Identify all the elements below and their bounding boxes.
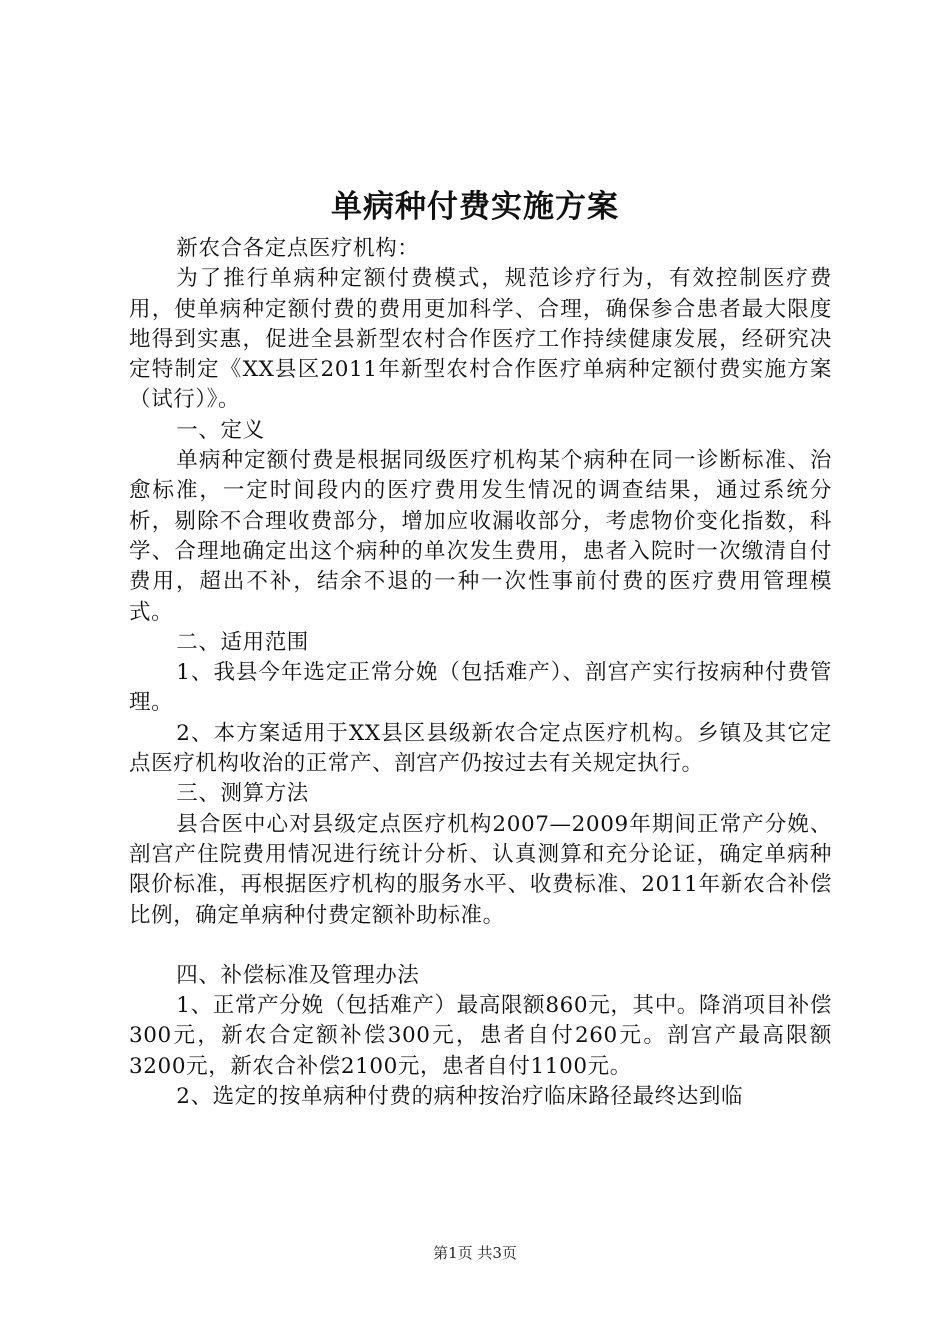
- section-heading-standards: 四、补偿标准及管理办法: [176, 962, 420, 988]
- section-heading-scope: 二、适用范围: [176, 629, 309, 655]
- scope-item-2: 2、本方案适用于XX县区县级新农合定点医疗机构。乡镇及其它定点医疗机构收治的正常产、剖宫产仍按过去有关规定执行。: [129, 720, 832, 777]
- definition-paragraph: 单病种定额付费是根据同级医疗机构某个病种在同一诊断标准、治愈标准，一定时间段内的医疗费用发生情况的调查结果，通过系统分析，剔除不合理收费部分，增加应收漏收部分，考虑物价变化指数，科学、合理地确定出这个病种的单次发生费用，患者入院时一次缴清自付费用，超出不补，结余不退的一种一次性事前付费的医疗费用管理模式。: [129, 448, 832, 625]
- document-body: [129, 234, 832, 1112]
- scope-item-1: 1、我县今年选定正常分娩（包括难产）、剖宫产实行按病种付费管理。: [129, 660, 832, 716]
- document-title: 单病种付费实施方案: [331, 189, 619, 225]
- method-paragraph: 县合医中心对县级定点医疗机构2007—2009年期间正常产分娩、剖宫产住院费用情况进行统计分析、认真测算和充分论证，确定单病种限价标准，再根据医疗机构的服务水平、收费标准、2011年新农合补偿比例，确定单病种付费定额补助标准。: [129, 811, 832, 928]
- salutation: 新农合各定点医疗机构：: [176, 236, 420, 261]
- standards-item-1: 1、正常产分娩（包括难产）最高限额860元，其中。降消项目补偿300元，新农合定额补偿300元，患者自付260元。剖宫产最高限额3200元，新农合补偿2100元，患者自付1100元。: [129, 993, 832, 1079]
- page-footer: 第1页 共3页: [433, 1244, 517, 1262]
- intro-paragraph: 为了推行单病种定额付费模式，规范诊疗行为，有效控制医疗费用，使单病种定额付费的费用更加科学、合理，确保参合患者最大限度地得到实惠，促进全县新型农村合作医疗工作持续健康发展，经研究决定特制定《XX县区2011年新型农村合作医疗单病种定额付费实施方案（试行）》。: [129, 266, 832, 413]
- section-heading-definition: 一、定义: [176, 417, 265, 443]
- section-heading-method: 三、测算方法: [176, 781, 309, 807]
- standards-item-2: 2、选定的按单病种付费的病种按治疗临床路径最终达到临: [176, 1084, 744, 1110]
